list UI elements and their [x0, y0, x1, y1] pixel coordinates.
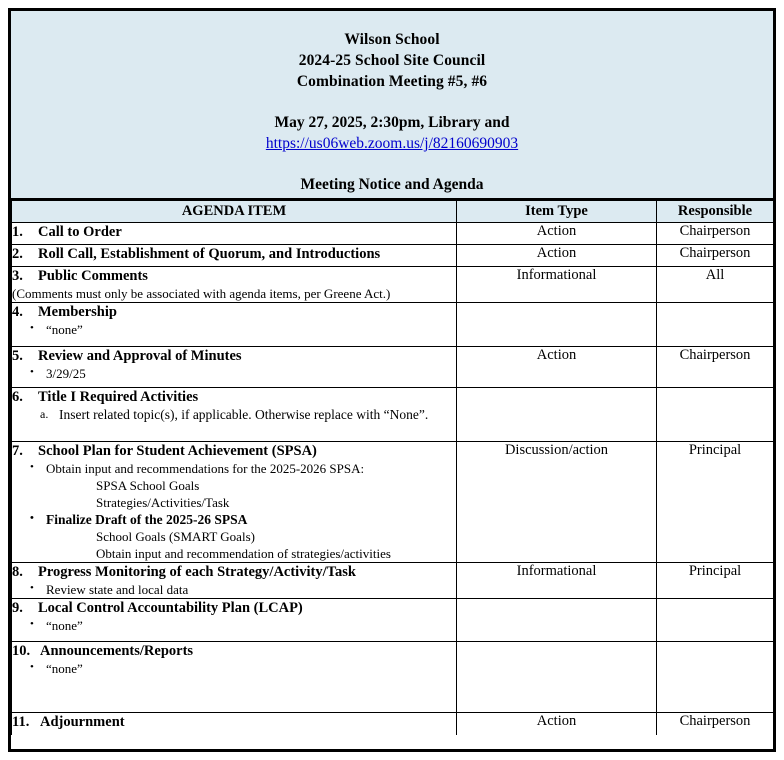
agenda-item-bullet: • 3/29/25	[12, 365, 456, 382]
agenda-item-title	[12, 223, 456, 241]
notice-title: Meeting Notice and Agenda	[300, 176, 484, 193]
agenda-table-head	[12, 201, 774, 223]
agenda-item-title-text: Call to Order	[38, 224, 122, 240]
agenda-item-subline: SPSA School Goals	[96, 478, 200, 493]
agenda-item-bullet: • Review state and local data	[12, 581, 456, 598]
meeting-label: Combination Meeting #5, #6	[296, 73, 488, 90]
item-type-cell: Action	[457, 347, 657, 388]
agenda-item-title	[12, 267, 456, 285]
table-row[interactable]	[12, 599, 774, 642]
item-type-cell: Informational	[457, 563, 657, 599]
agenda-item-sublettered: a. Insert related topic(s), if applicable. Otherwise replace with “None”.	[40, 407, 429, 422]
agenda-item-title	[12, 347, 456, 365]
agenda-item-bullet: • “none”	[12, 660, 456, 677]
agenda-item-number: 4.	[12, 304, 23, 320]
table-row[interactable]	[12, 245, 774, 267]
agenda-table	[11, 201, 774, 735]
agenda-item-title-text: Progress Monitoring of each Strategy/Activity/Task	[38, 564, 356, 580]
agenda-item-cell	[12, 599, 457, 642]
responsible-cell: Principal	[657, 442, 774, 563]
table-row[interactable]	[12, 388, 774, 442]
masthead-spacer-2	[11, 154, 773, 174]
responsible-cell	[657, 642, 774, 713]
agenda-item-title-text: Local Control Accountability Plan (LCAP)	[38, 600, 303, 616]
school-name: Wilson School	[344, 31, 440, 48]
agenda-item-title	[12, 599, 456, 617]
agenda-item-title	[12, 642, 456, 660]
table-row[interactable]	[12, 713, 774, 736]
item-type-cell: Action	[457, 713, 657, 736]
table-row[interactable]	[12, 267, 774, 303]
zoom-link-row	[11, 133, 773, 154]
document-frame	[8, 8, 776, 752]
column-header-item-type: Item Type	[457, 201, 657, 223]
table-row[interactable]	[12, 223, 774, 245]
responsible-cell: Chairperson	[657, 223, 774, 245]
table-row[interactable]	[12, 347, 774, 388]
responsible-cell: Chairperson	[657, 245, 774, 267]
agenda-item-title-text: Title I Required Activities	[38, 389, 199, 405]
item-type-cell	[457, 642, 657, 713]
agenda-item-title-text: School Plan for Student Achievement (SPSA)	[38, 443, 317, 459]
agenda-item-number: 7.	[12, 443, 23, 459]
agenda-item-number: 9.	[12, 600, 23, 616]
agenda-item-bullet: • “none”	[12, 321, 456, 338]
agenda-item-title-text: Roll Call, Establishment of Quorum, and Introductions	[38, 246, 381, 262]
column-header-agenda-item: AGENDA ITEM	[12, 201, 457, 223]
agenda-item-cell	[12, 442, 457, 563]
agenda-item-cell	[12, 713, 457, 736]
agenda-item-note: (Comments must only be associated with agenda items, per Greene Act.)	[12, 286, 391, 301]
agenda-item-number: 10.	[12, 643, 31, 659]
zoom-meeting-link[interactable]: https://us06web.zoom.us/j/82160690903	[265, 135, 519, 152]
table-row[interactable]	[12, 563, 774, 599]
item-type-cell	[457, 303, 657, 347]
agenda-item-title	[12, 245, 456, 263]
item-type-cell: Action	[457, 223, 657, 245]
table-row[interactable]	[12, 642, 774, 713]
agenda-item-number: 3.	[12, 268, 23, 284]
agenda-item-cell	[12, 563, 457, 599]
table-row[interactable]	[12, 442, 774, 563]
responsible-cell	[657, 599, 774, 642]
agenda-item-number: 6.	[12, 389, 23, 405]
agenda-header-row	[12, 201, 774, 223]
agenda-item-title-text: Public Comments	[38, 268, 148, 284]
item-type-cell	[457, 388, 657, 442]
agenda-item-title	[12, 388, 456, 406]
agenda-item-subline: Obtain input and recommendation of strategies/activities	[96, 546, 391, 561]
agenda-item-letter: a.	[40, 407, 49, 421]
agenda-item-cell	[12, 388, 457, 442]
item-type-cell	[457, 599, 657, 642]
agenda-item-cell	[12, 642, 457, 713]
item-type-cell: Action	[457, 245, 657, 267]
agenda-item-bullet: • Finalize Draft of the 2025-26 SPSA	[12, 511, 456, 528]
agenda-item-bullet: • “none”	[12, 617, 456, 634]
agenda-item-cell	[12, 245, 457, 267]
agenda-item-number: 5.	[12, 348, 23, 364]
column-header-responsible: Responsible	[657, 201, 774, 223]
agenda-item-title-text: Announcements/Reports	[40, 643, 194, 659]
agenda-item-number: 1.	[12, 224, 23, 240]
agenda-item-bullet: • Obtain input and recommendations for the 2025-2026 SPSA:	[12, 460, 456, 477]
responsible-cell	[657, 303, 774, 347]
responsible-cell: Principal	[657, 563, 774, 599]
document-masthead	[11, 11, 773, 201]
item-type-cell: Informational	[457, 267, 657, 303]
responsible-cell	[657, 388, 774, 442]
responsible-cell: Chairperson	[657, 713, 774, 736]
item-type-cell: Discussion/action	[457, 442, 657, 563]
agenda-item-number: 11.	[12, 714, 30, 730]
agenda-item-number: 8.	[12, 564, 23, 580]
agenda-item-title-text: Membership	[38, 304, 117, 320]
agenda-item-title	[12, 563, 456, 581]
table-row[interactable]	[12, 303, 774, 347]
meeting-datetime: May 27, 2025, 2:30pm, Library and	[274, 114, 510, 131]
responsible-cell: All	[657, 267, 774, 303]
agenda-item-number: 2.	[12, 246, 23, 262]
agenda-item-cell	[12, 267, 457, 303]
agenda-item-title	[12, 713, 456, 731]
agenda-item-cell	[12, 223, 457, 245]
agenda-item-cell	[12, 303, 457, 347]
agenda-item-cell	[12, 347, 457, 388]
agenda-table-body	[12, 223, 774, 736]
agenda-item-title-text: Adjournment	[40, 714, 125, 730]
agenda-item-title-text: Review and Approval of Minutes	[38, 348, 242, 364]
council-name: 2024-25 School Site Council	[298, 52, 486, 69]
agenda-item-title	[12, 442, 456, 460]
masthead-spacer-1	[11, 92, 773, 112]
agenda-item-title	[12, 303, 456, 321]
agenda-item-subline: Strategies/Activities/Task	[96, 495, 230, 510]
responsible-cell: Chairperson	[657, 347, 774, 388]
agenda-item-subline: School Goals (SMART Goals)	[96, 529, 255, 544]
